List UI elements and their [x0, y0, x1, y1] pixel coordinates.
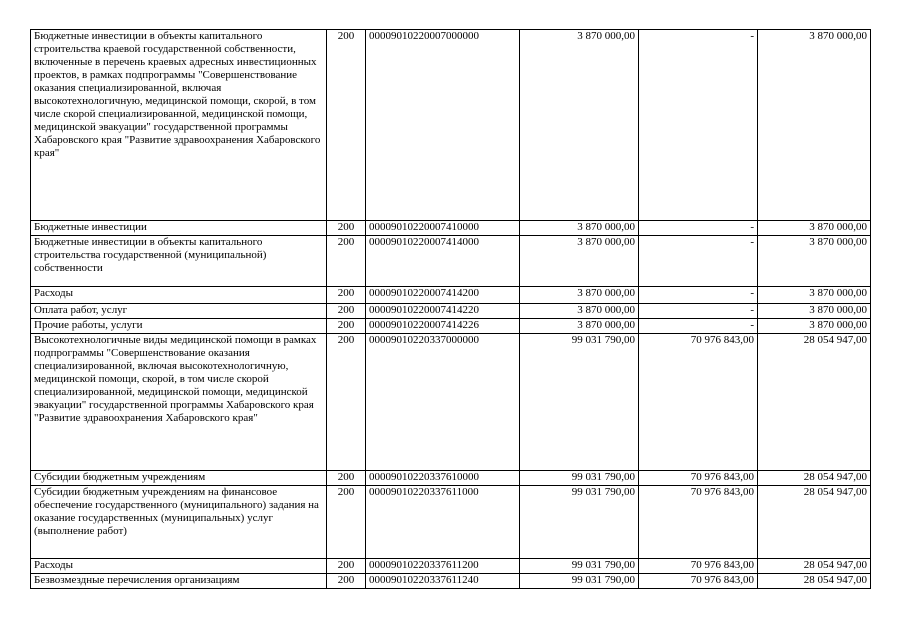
- row-executed-cell: -: [639, 30, 758, 221]
- row-remaining-cell: 28 054 947,00: [758, 334, 871, 471]
- row-remaining-cell: 3 870 000,00: [758, 287, 871, 304]
- row-executed-cell: 70 976 843,00: [639, 334, 758, 471]
- row-name-cell: Бюджетные инвестиции в объекты капитального строительства краевой государственной собственности, включенные в перечень краевых адресных инвестиционных проектов, в рамках подпрограммы "Совершенствование оказания специализированной, включая высокотехнологичную, медицинской помощи, скорой, в том числе скорой специализированной, медицинской помощи, медицинской эвакуации" государственной программы Хабаровского края "Развитие здравоохранения Хабаровского края": [31, 30, 327, 221]
- row-remaining-cell: 28 054 947,00: [758, 559, 871, 574]
- row-approved-cell: 3 870 000,00: [520, 221, 639, 236]
- row-classification-code-cell: 00009010220007414226: [366, 319, 520, 334]
- row-executed-cell: -: [639, 287, 758, 304]
- row-approved-cell: 3 870 000,00: [520, 30, 639, 221]
- row-approved-cell: 99 031 790,00: [520, 574, 639, 589]
- row-approved-cell: 99 031 790,00: [520, 559, 639, 574]
- expenditure-table-body: [31, 30, 871, 589]
- table-row: [31, 334, 871, 471]
- row-remaining-cell: 3 870 000,00: [758, 30, 871, 221]
- row-line-code-cell: 200: [327, 334, 366, 471]
- row-remaining-cell: 3 870 000,00: [758, 304, 871, 319]
- row-line-code-cell: 200: [327, 319, 366, 334]
- row-line-code-cell: 200: [327, 486, 366, 559]
- row-line-code-cell: 200: [327, 471, 366, 486]
- row-executed-cell: -: [639, 319, 758, 334]
- row-name-cell: Расходы: [31, 559, 327, 574]
- row-executed-cell: -: [639, 236, 758, 287]
- row-executed-cell: -: [639, 221, 758, 236]
- row-classification-code-cell: 00009010220007000000: [366, 30, 520, 221]
- row-classification-code-cell: 00009010220337611200: [366, 559, 520, 574]
- row-line-code-cell: 200: [327, 236, 366, 287]
- table-row: [31, 471, 871, 486]
- table-row: [31, 287, 871, 304]
- row-classification-code-cell: 00009010220007414220: [366, 304, 520, 319]
- expenditure-table: [30, 29, 871, 589]
- row-executed-cell: 70 976 843,00: [639, 559, 758, 574]
- row-name-cell: Безвозмездные перечисления организациям: [31, 574, 327, 589]
- row-classification-code-cell: 00009010220337000000: [366, 334, 520, 471]
- row-name-cell: Бюджетные инвестиции: [31, 221, 327, 236]
- table-row: [31, 574, 871, 589]
- row-classification-code-cell: 00009010220007414200: [366, 287, 520, 304]
- row-classification-code-cell: 00009010220007410000: [366, 221, 520, 236]
- row-line-code-cell: 200: [327, 559, 366, 574]
- row-name-cell: Субсидии бюджетным учреждениям на финансовое обеспечение государственного (муниципального) задания на оказание государственных (муниципальных) услуг (выполнение работ): [31, 486, 327, 559]
- row-name-cell: Расходы: [31, 287, 327, 304]
- row-line-code-cell: 200: [327, 574, 366, 589]
- row-approved-cell: 3 870 000,00: [520, 304, 639, 319]
- row-approved-cell: 99 031 790,00: [520, 471, 639, 486]
- row-remaining-cell: 3 870 000,00: [758, 236, 871, 287]
- row-executed-cell: 70 976 843,00: [639, 574, 758, 589]
- row-name-cell: Бюджетные инвестиции в объекты капитального строительства государственной (муниципальной) собственности: [31, 236, 327, 287]
- row-remaining-cell: 28 054 947,00: [758, 574, 871, 589]
- row-name-cell: Оплата работ, услуг: [31, 304, 327, 319]
- table-row: [31, 221, 871, 236]
- row-line-code-cell: 200: [327, 304, 366, 319]
- row-classification-code-cell: 00009010220007414000: [366, 236, 520, 287]
- row-remaining-cell: 28 054 947,00: [758, 486, 871, 559]
- table-row: [31, 559, 871, 574]
- row-name-cell: Субсидии бюджетным учреждениям: [31, 471, 327, 486]
- row-remaining-cell: 28 054 947,00: [758, 471, 871, 486]
- row-remaining-cell: 3 870 000,00: [758, 221, 871, 236]
- row-executed-cell: 70 976 843,00: [639, 471, 758, 486]
- row-classification-code-cell: 00009010220337611000: [366, 486, 520, 559]
- row-line-code-cell: 200: [327, 221, 366, 236]
- table-row: [31, 319, 871, 334]
- row-executed-cell: 70 976 843,00: [639, 486, 758, 559]
- row-name-cell: Прочие работы, услуги: [31, 319, 327, 334]
- row-remaining-cell: 3 870 000,00: [758, 319, 871, 334]
- row-executed-cell: -: [639, 304, 758, 319]
- budget-report-page: [30, 29, 871, 589]
- row-classification-code-cell: 00009010220337611240: [366, 574, 520, 589]
- row-approved-cell: 3 870 000,00: [520, 319, 639, 334]
- table-row: [31, 486, 871, 559]
- row-approved-cell: 3 870 000,00: [520, 236, 639, 287]
- row-approved-cell: 99 031 790,00: [520, 486, 639, 559]
- row-line-code-cell: 200: [327, 287, 366, 304]
- row-line-code-cell: 200: [327, 30, 366, 221]
- row-approved-cell: 99 031 790,00: [520, 334, 639, 471]
- table-row: [31, 30, 871, 221]
- row-approved-cell: 3 870 000,00: [520, 287, 639, 304]
- table-row: [31, 304, 871, 319]
- row-classification-code-cell: 00009010220337610000: [366, 471, 520, 486]
- table-row: [31, 236, 871, 287]
- row-name-cell: Высокотехнологичные виды медицинской помощи в рамках подпрограммы "Совершенствование оказания специализированной, включая высокотехнологичную, медицинской помощи, скорой, в том числе скорой специализированной, медицинской помощи, медицинской эвакуации" государственной программы Хабаровского края "Развитие здравоохранения Хабаровского края": [31, 334, 327, 471]
